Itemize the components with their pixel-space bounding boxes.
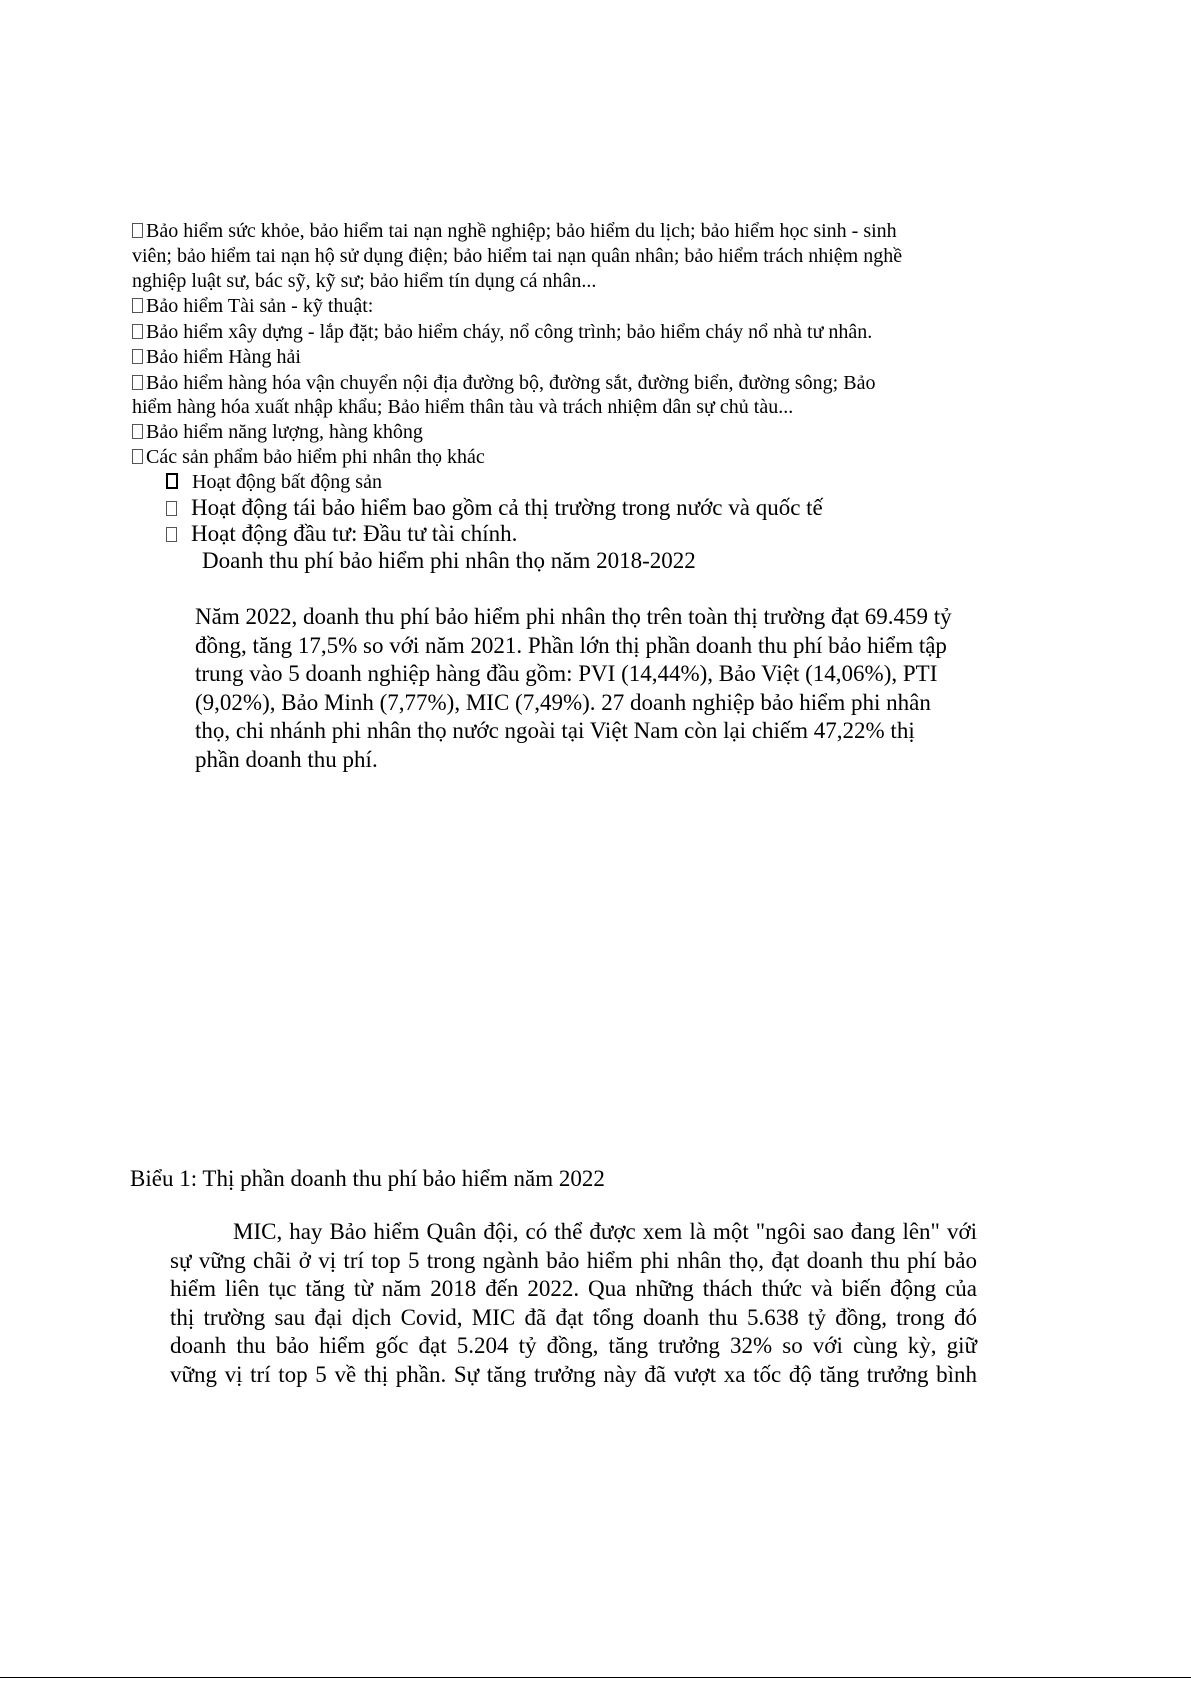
activity-item: Hoạt động bất động sản [166,472,382,492]
checkbox-glyph-icon [166,501,177,516]
checkbox-glyph-icon [132,324,143,339]
paragraph-line: đồng, tăng 17,5% so với năm 2021. Phần lớn thị phần doanh thu phí bảo hiểm tập [195,632,947,658]
mic-paragraph [170,1218,977,1389]
paragraph-line: thọ, chi nhánh phi nhân thọ nước ngoài tại Việt Nam còn lại chiếm 47,22% thị [195,718,915,743]
bullet-item-continuation: hiểm hàng hóa xuất nhập khẩu; Bảo hiểm thân tàu và trách nhiệm dân sự chủ tàu... [132,396,794,418]
figure-caption: Biểu 1: Thị phần doanh thu phí bảo hiểm năm 2022 [130,1166,605,1191]
paragraph-line: vững vị trí top 5 về thị phần. Sự tăng trưởng này đã vượt xa tốc độ tăng trưởng bình [170,1361,977,1387]
checkbox-glyph-icon [166,473,178,489]
paragraph-line: phần doanh thu phí. [195,746,378,772]
paragraph-line: sự vững chãi ở vị trí top 5 trong ngành bảo hiểm phi nhân thọ, đạt doanh thu phí bảo [170,1247,977,1273]
bullet-item: Bảo hiểm năng lượng, hàng không [132,422,423,442]
market-paragraph [195,603,952,774]
bullet-item: Bảo hiểm Hàng hải [132,347,301,367]
paragraph-line: Năm 2022, doanh thu phí bảo hiểm phi nhân thọ trên toàn thị trường đạt 69.459 tỷ [195,604,952,629]
paragraph-line: (9,02%), Bảo Minh (7,77%), MIC (7,49%). 27 doanh nghiệp bảo hiểm phi nhân [195,689,931,715]
page-bottom-rule [0,1677,1191,1678]
activity-item: Hoạt động đầu tư: Đầu tư tài chính. [166,522,517,545]
checkbox-glyph-icon [132,424,143,439]
bullet-item: Bảo hiểm hàng hóa vận chuyển nội địa đường bộ, đường sắt, đường biển, đường sông; Bảo [132,373,875,393]
checkbox-glyph-icon [132,375,143,390]
checkbox-glyph-icon [132,349,143,364]
checkbox-glyph-icon [132,449,143,464]
paragraph-line: trung vào 5 doanh nghiệp hàng đầu gồm: PVI (14,44%), Bảo Việt (14,06%), PTI [195,661,938,686]
checkbox-glyph-icon [132,298,143,313]
bullet-item: Bảo hiểm xây dựng - lắp đặt; bảo hiểm cháy, nổ công trình; bảo hiểm cháy nổ nhà tư nhân. [132,322,872,342]
paragraph-line: thị trường sau đại dịch Covid, MIC đã đạt tổng doanh thu 5.638 tỷ đồng, trong đó [170,1304,977,1330]
bullet-item: Các sản phẩm bảo hiểm phi nhân thọ khác [132,447,485,467]
bullet-item: Bảo hiểm Tài sản - kỹ thuật: [132,296,373,316]
bullet-item-continuation: viên; bảo hiểm tai nạn hộ sử dụng điện; bảo hiểm tai nạn quân nhân; bảo hiểm trách nhiệm nghề [132,245,903,267]
paragraph-line: hiểm liên tục tăng từ năm 2018 đến 2022. Qua những thách thức và biến động của [170,1276,977,1301]
bullet-item-continuation: nghiệp luật sư, bác sỹ, kỹ sư; bảo hiểm tín dụng cá nhân... [132,270,597,292]
bullet-item: Bảo hiểm sức khỏe, bảo hiểm tai nạn nghề nghiệp; bảo hiểm du lịch; bảo hiểm học sinh - sinh [132,221,897,241]
paragraph-line: doanh thu bảo hiểm gốc đạt 5.204 tỷ đồng, tăng trưởng 32% so với cùng kỳ, giữ [170,1333,977,1358]
activity-item: Hoạt động tái bảo hiểm bao gồm cả thị trường trong nước và quốc tế [166,496,823,519]
chart-caption: Doanh thu phí bảo hiểm phi nhân thọ năm 2018-2022 [202,548,696,573]
checkbox-glyph-icon [132,223,143,238]
paragraph-line: MIC, hay Bảo hiểm Quân đội, có thể được xem là một "ngôi sao đang lên" với [233,1219,977,1244]
checkbox-glyph-icon [166,527,177,542]
